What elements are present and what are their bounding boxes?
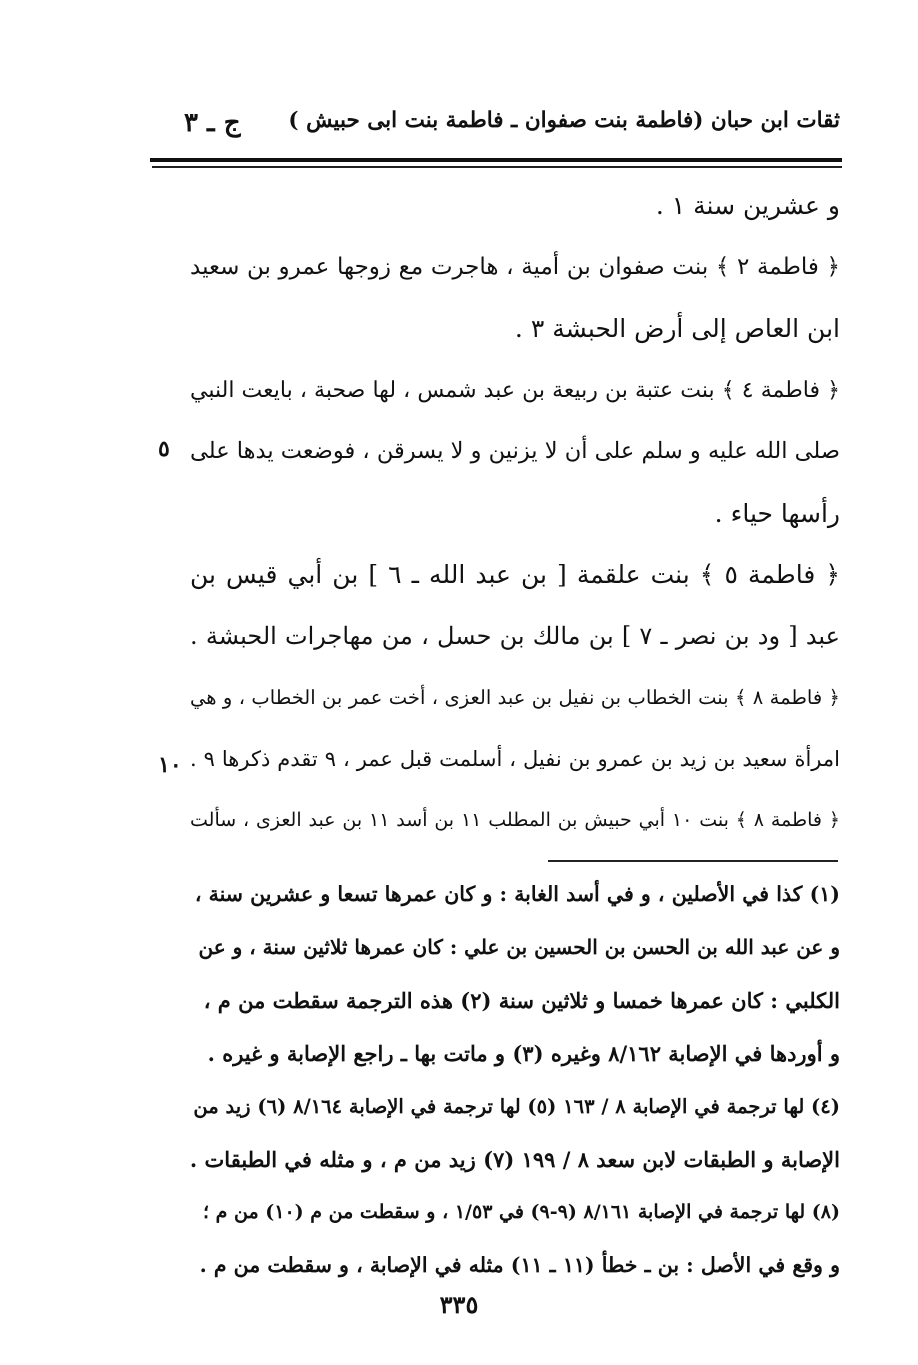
text-line: ﴿ فاطمة ٥ ﴾ بنت علقمة [ بن عبد الله ـ ٦ ] بن أبي قيس بن: [190, 560, 840, 589]
header-rule-thick: [150, 158, 842, 162]
header-volume: ج ـ ٣: [184, 108, 241, 138]
footnote-line: (٨) لها ترجمة في الإصابة ٨/١٦١ (٩-٩) في ١/٥٣ ، و سقطت من م (١٠) من م ؛: [202, 1201, 840, 1223]
page-number: ٣٣٥: [439, 1290, 479, 1319]
text-line: ابن العاص إلى أرض الحبشة ٣ .: [514, 314, 840, 343]
text-line: امرأة سعيد بن زيد بن عمرو بن نفيل ، أسلمت قبل عمر ، ٩ تقدم ذكرها ٩ .: [190, 746, 840, 771]
text-line: ﴿ فاطمة ٨ ﴾ بنت ١٠ أبي حبيش بن المطلب ١١ بن أسد ١١ بن عبد العزى ، سألت: [190, 809, 840, 831]
footnote-line: و وقع في الأصل : بن ـ خطأ (١١ ـ ١١) مثله في الإصابة ، و سقطت من م .: [199, 1253, 840, 1277]
footnotes: [190, 868, 840, 1292]
text-line: ﴿ فاطمة ٨ ﴾ بنت الخطاب بن نفيل بن عبد العزى ، أخت عمر بن الخطاب ، و هي: [190, 686, 840, 709]
footnote-line: الكلبي : كان عمرها خمسا و ثلاثين سنة (٢) هذه الترجمة سقطت من م ،: [203, 988, 840, 1013]
footnote-line: و عن عبد الله بن الحسن بن الحسين بن علي : كان عمرها ثلاثين سنة ، و عن: [198, 935, 840, 959]
footnote-rule: [548, 860, 838, 862]
footnote-line: و أوردها في الإصابة ٨/١٦٢ وغيره (٣) و ماتت بها ـ راجع الإصابة و غيره .: [207, 1041, 840, 1066]
margin-line-number-5: ٥: [158, 436, 170, 462]
text-line: عبد [ ود بن نصر ـ ٧ ] بن مالك بن حسل ، من مهاجرات الحبشة .: [190, 621, 840, 650]
text-line: صلى الله عليه و سلم على أن لا يزنين و لا يسرقن ، فوضعت يدها على: [190, 438, 840, 464]
header-title: ثقات ابن حبان (فاطمة بنت صفوان ـ فاطمة بنت ابى حبيش ): [288, 108, 840, 133]
footnote-line: (١) كذا في الأصلين ، و في أسد الغابة : و كان عمرها تسعا و عشرين سنة ،: [194, 882, 840, 906]
text-line: رأسها حياء .: [714, 498, 840, 528]
text-line: ﴿ فاطمة ٢ ﴾ بنت صفوان بن أمية ، هاجرت مع زوجها عمرو بن سعيد: [190, 253, 840, 280]
running-header: [150, 108, 840, 152]
text-line: و عشرين سنة ١ .: [655, 191, 840, 220]
header-rule-thin: [152, 166, 842, 168]
footnote-line: الإصابة و الطبقات لابن سعد ٨ / ١٩٩ (٧) زيد من م ، و مثله في الطبقات .: [189, 1147, 840, 1172]
margin-line-number-10: ١٠: [158, 752, 182, 778]
footnote-line: (٤) لها ترجمة في الإصابة ٨ / ١٦٣ (٥) لها ترجمة في الإصابة ٨/١٦٤ (٦) زيد من: [193, 1095, 840, 1118]
main-text: [190, 175, 840, 852]
text-line: ﴿ فاطمة ٤ ﴾ بنت عتبة بن ربيعة بن عبد شمس ، لها صحبة ، بايعت النبي: [190, 377, 840, 403]
